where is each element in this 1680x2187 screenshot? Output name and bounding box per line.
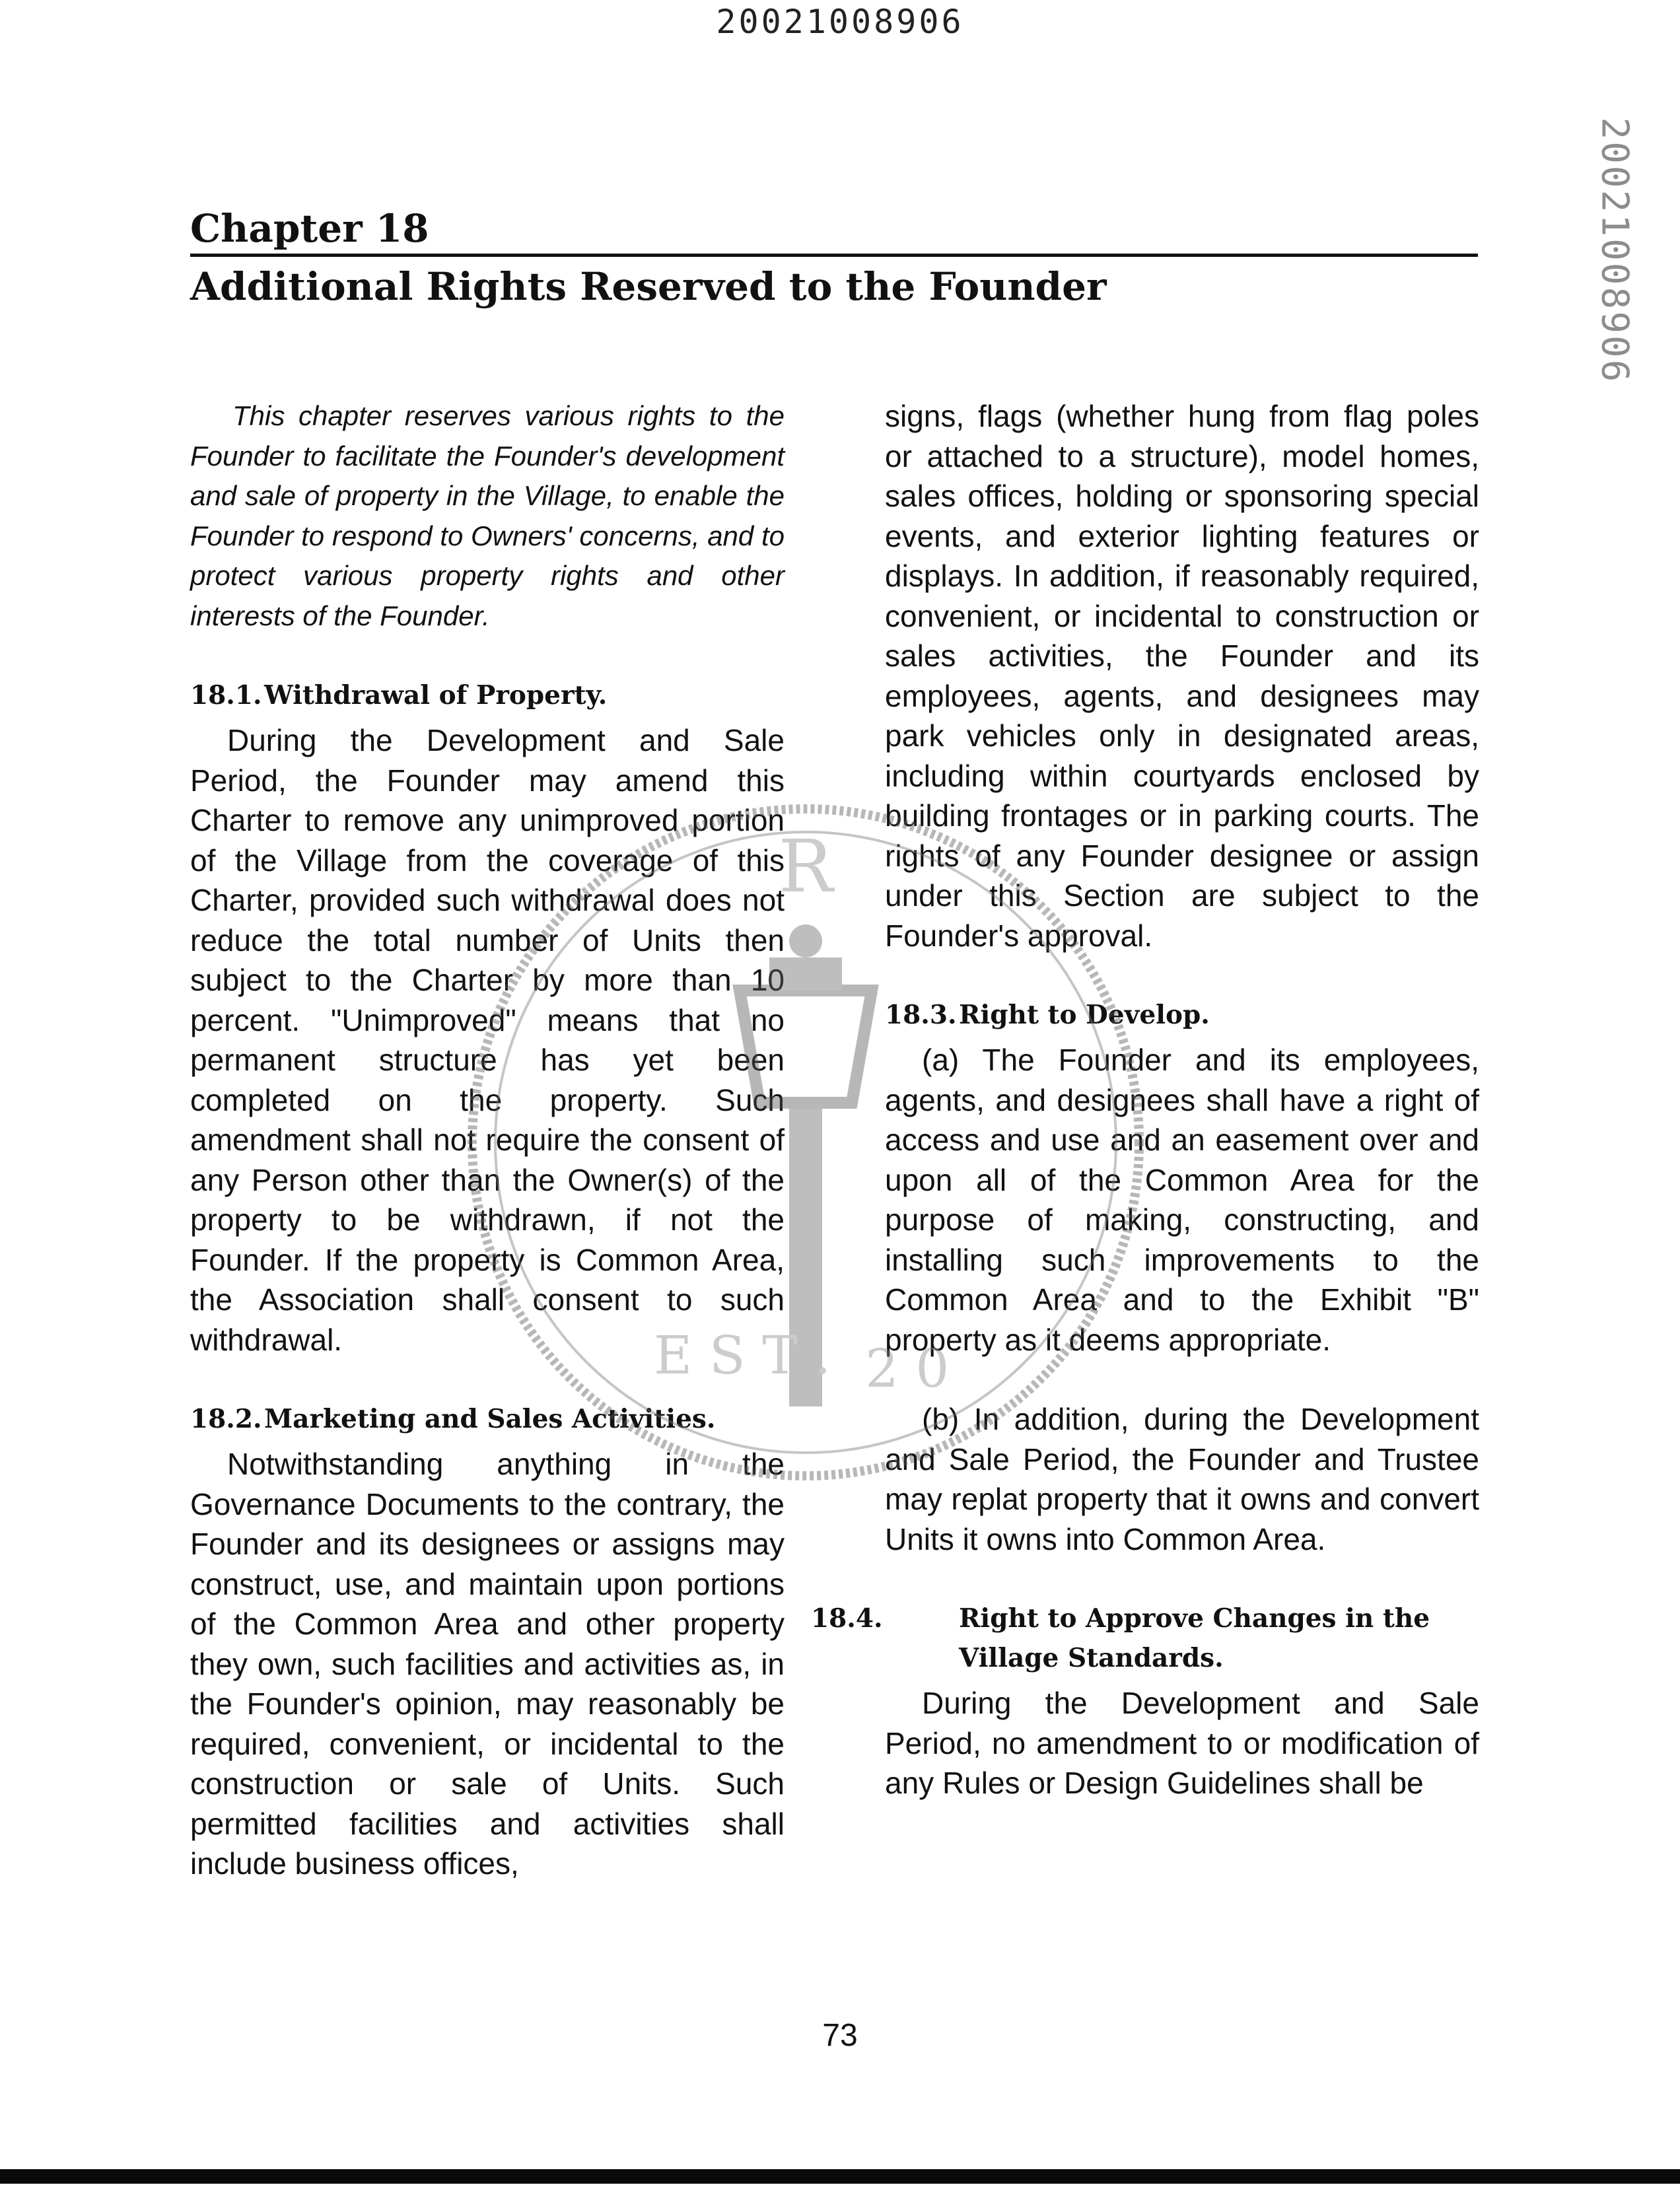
spacer (885, 955, 1479, 995)
chapter-title: Additional Rights Reserved to the Founder (190, 264, 1107, 309)
left-column (190, 396, 785, 1884)
seal-est: E S T . (654, 1325, 831, 1386)
spacer (190, 1360, 785, 1399)
section-18-4-heading (811, 1599, 1479, 1678)
chapter-intro: This chapter reserves various rights to the Founder to facilitate the Founder's development and sale of property in the Village, to enable the Founder to respond to Owners' concerns, and to protect various property rights and other interests of the Founder. (190, 400, 785, 631)
section-number: 18.2. (190, 1404, 262, 1434)
margin-stamp: 20021008906 (1593, 117, 1636, 384)
section-number: 18.4. (811, 1603, 883, 1634)
section-title: Right to Develop. (959, 1000, 1210, 1030)
section-title: Withdrawal of Property. (264, 680, 608, 711)
section-number: 18.3. (885, 1000, 957, 1030)
section-number: 18.1. (190, 680, 262, 711)
chapter-heading (190, 205, 1478, 316)
section-18-4-body: During the Development and Sale Period, no amendment to or modification of any Rules or Design Guidelines shall be (885, 1686, 1479, 1800)
section-18-2-continued: signs, flags (whether hung from flag poles or attached to a structure), model homes, sales offices, holding or sponsoring special events, and exterior lighting features or displays. In addition, if reasonably required, convenient, or incidental to construction or sales activities, the Founder and its employees, agents, and designees may park vehicles only in designated areas, including within courtyards enclosed by building frontages or in parking courts. The rights of any Founder designee or assign under this Section are subject to the Founder's approval. (885, 399, 1479, 953)
spacer (885, 1360, 1479, 1399)
section-18-1-heading (190, 676, 785, 715)
section-title: Marketing and Sales Activities. (264, 1404, 716, 1434)
scan-border (0, 2169, 1680, 2184)
right-column (811, 396, 1479, 1803)
spacer (885, 1559, 1479, 1599)
section-18-3-heading (885, 995, 1479, 1035)
seal-letter: R (778, 824, 833, 909)
chapter-label: Chapter 18 (190, 205, 1478, 257)
section-18-3-para-a: (a) The Founder and its employees, agents, and designees shall have a right of access and use and an easement over and upon all of the Common Area for the purpose of making, constructing, and installing such improvements to the Common Area and to the Exhibit "B" property as it deems appropriate. (885, 1043, 1479, 1357)
section-18-2-heading (190, 1399, 785, 1439)
section-18-1-body: During the Development and Sale Period, the Founder may amend this Charter to remove any unimproved portion of the Village from the coverage of this Charter, provided such withdrawal does not reduce the total number of Units then subject to the Charter by more than 10 percent. "Unimproved" means that no permanent structure has yet been completed on the property. Such amendment shall not require the consent of any Person other than the Owner(s) of the property to be withdrawn, if not the Founder. If the property is Common Area, the Association shall consent to such withdrawal. (190, 723, 785, 1357)
document-number: 20021008906 (716, 3, 964, 41)
section-18-2-body: Notwithstanding anything in the Governance Documents to the contrary, the Founder and its designees or assigns may construct, use, and maintain upon portions of the Common Area and other property they own, such facilities and activities as, in the Founder's opinion, may reasonably be required, convenient, or incidental to the construction or sale of Units. Such permitted facilities and activities shall include business offices, (190, 1447, 785, 1881)
section-title: Right to Approve Changes in the Village Standards. (959, 1603, 1430, 1673)
page-number: 73 (822, 2018, 858, 2053)
section-18-3-para-b: (b) In addition, during the Development and Sale Period, the Founder and Trustee may replat property that it owns and convert Units it owns into Common Area. (885, 1402, 1479, 1556)
seal-year: 2 0 (865, 1338, 950, 1399)
